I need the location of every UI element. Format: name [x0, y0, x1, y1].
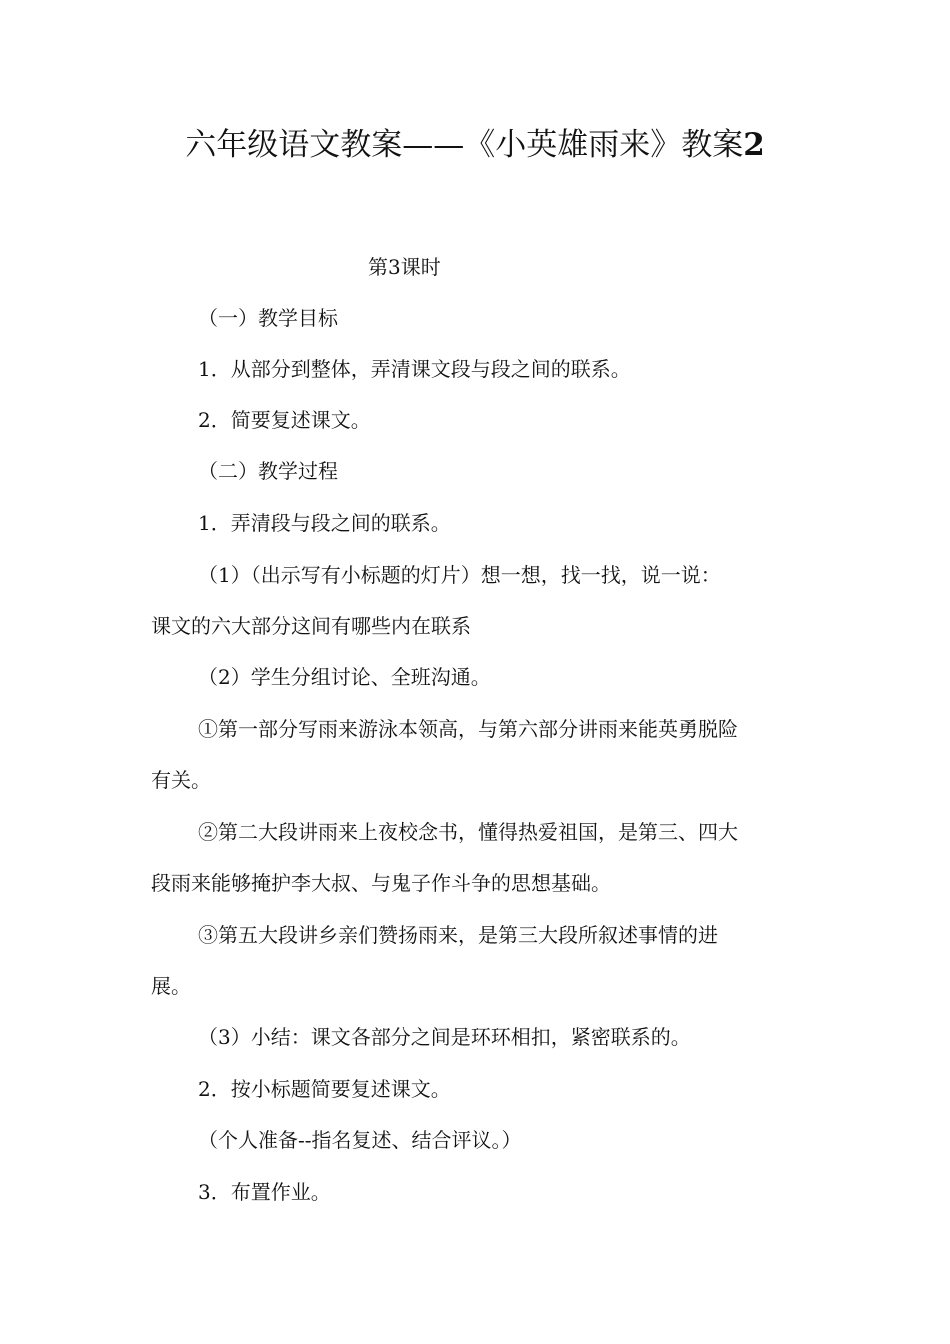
paragraph: ①第一部分写雨来游泳本领高，与第六部分讲雨来能英勇脱险: [198, 717, 738, 741]
title-number: 2: [743, 127, 765, 163]
paragraph: （2）学生分组讨论、全班沟通。: [198, 665, 491, 689]
paragraph-continuation: 课文的六大部分这间有哪些内在联系: [151, 614, 471, 638]
paragraph-continuation: 段雨来能够掩护李大叔、与鬼子作斗争的思想基础。: [151, 871, 611, 895]
lesson-period: 第3课时: [368, 255, 441, 279]
paragraph: （1）（出示写有小标题的灯片）想一想，找一找，说一说：: [198, 563, 721, 587]
paragraph: 1．从部分到整体，弄清课文段与段之间的联系。: [198, 357, 631, 381]
section-heading-goals: （一）教学目标: [198, 306, 338, 330]
paragraph: 1．弄清段与段之间的联系。: [198, 511, 451, 535]
paragraph: ③第五大段讲乡亲们赞扬雨来，是第三大段所叙述事情的进: [198, 923, 718, 947]
paragraph: （3）小结：课文各部分之间是环环相扣，紧密联系的。: [198, 1025, 691, 1049]
section-heading-process: （二）教学过程: [198, 459, 338, 483]
paragraph: 2．按小标题简要复述课文。: [198, 1077, 451, 1101]
paragraph-continuation: 有关。: [151, 768, 211, 792]
paragraph: 3．布置作业。: [198, 1180, 331, 1204]
paragraph: ②第二大段讲雨来上夜校念书，懂得热爱祖国，是第三、四大: [198, 820, 738, 844]
paragraph: （个人准备--指名复述、结合评议。）: [198, 1128, 522, 1152]
paragraph-continuation: 展。: [151, 974, 191, 998]
title-main-text: 六年级语文教案——《小英雄雨来》教案: [185, 127, 744, 163]
paragraph: 2．简要复述课文。: [198, 408, 371, 432]
document-title: [0, 122, 950, 168]
